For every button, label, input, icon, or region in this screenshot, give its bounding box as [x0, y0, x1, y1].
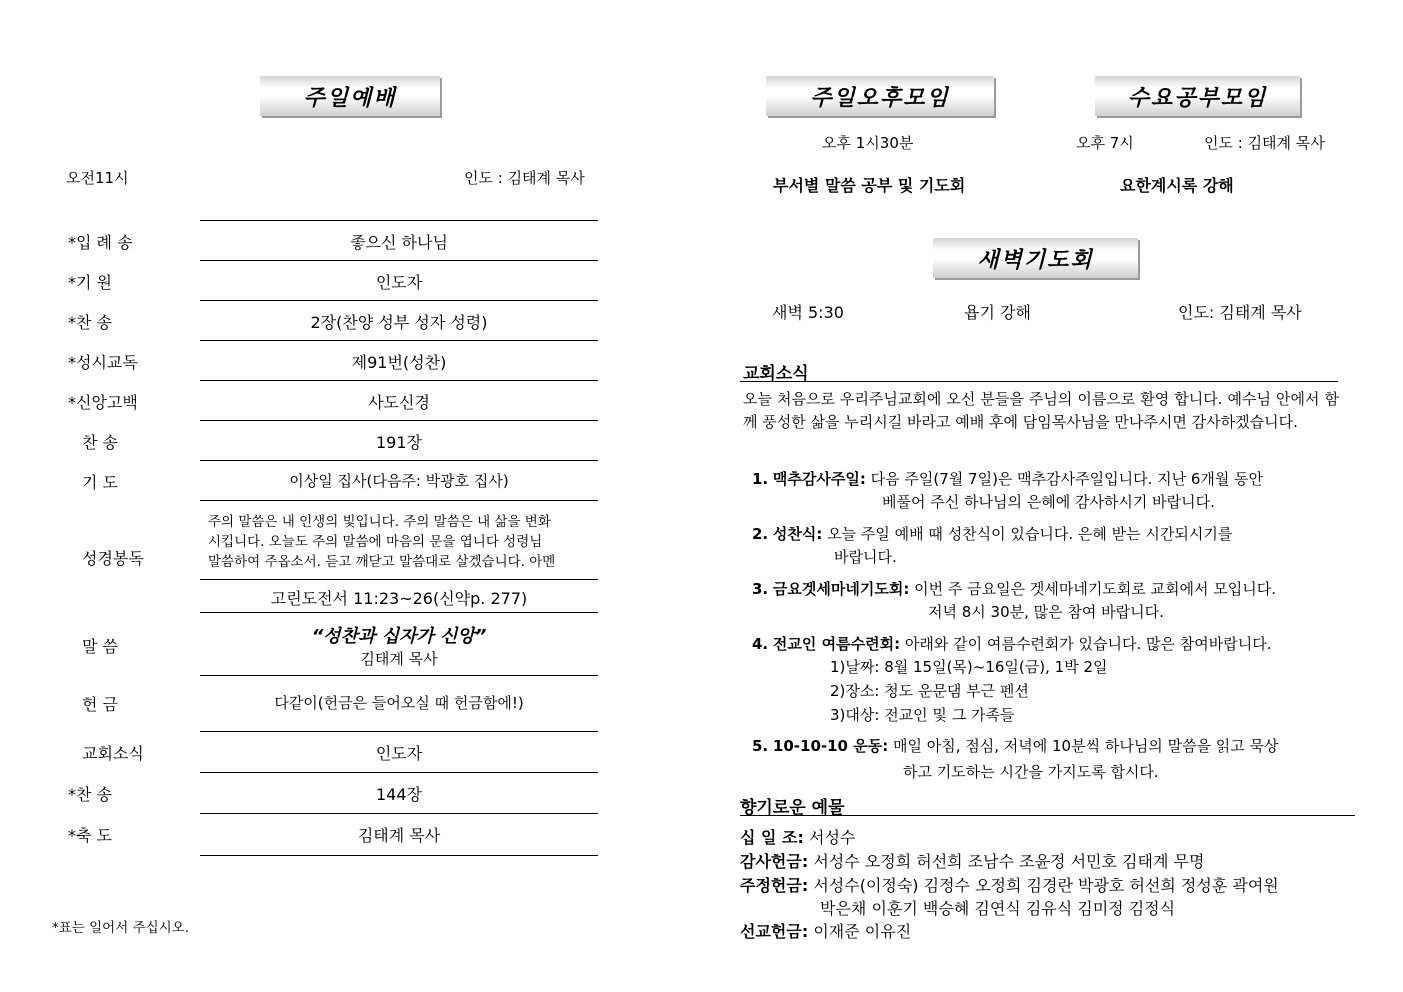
order-label: *신앙고백: [68, 393, 138, 412]
divider: [200, 612, 598, 613]
news-item-head: 금요겟세마네기도회:: [772, 580, 910, 598]
prayer-line: 시킵니다. 오늘도 주의 말씀에 마음의 문을 엽니다 성령님: [208, 534, 543, 550]
news-item: [752, 633, 1272, 654]
order-value: 김태계 목사: [357, 826, 441, 845]
order-value: 인도자: [375, 744, 423, 763]
news-item-text: 매일 아침, 점심, 저녁에 10분씩 하나님의 말씀을 읽고 묵상: [892, 737, 1279, 755]
divider: [200, 420, 598, 421]
news-item-num: 3.: [752, 580, 769, 598]
worship-time: 오전11시: [66, 169, 129, 187]
afternoon-banner: 주일오후모임: [766, 76, 994, 116]
news-item-text: 하고 기도하는 시간을 가지도록 합시다.: [903, 763, 1159, 781]
offering-row: [740, 825, 855, 848]
order-label: *축 도: [68, 826, 112, 845]
order-label: *입 례 송: [68, 233, 133, 252]
divider: [200, 300, 598, 301]
order-label: *찬 송: [68, 785, 112, 804]
offering-names: 이재준 이유진: [813, 922, 912, 941]
news-item-sub: 1)날짜: 8월 15일(목)~16일(금), 1박 2일: [830, 658, 1108, 676]
dawn-time: 새벽 5:30: [772, 303, 844, 322]
news-item-text: 바랍니다.: [834, 548, 897, 566]
order-label: *기 원: [68, 273, 112, 292]
news-item-num: 1.: [752, 470, 769, 488]
worship-leader: 인도 : 김태계 목사: [464, 169, 585, 187]
order-label: 기 도: [82, 473, 118, 492]
news-item-num: 5.: [752, 737, 769, 755]
prayer-line: 주의 말씀은 내 인생의 빛입니다. 주의 말씀은 내 삶을 변화: [208, 514, 551, 530]
offering-label: 감사헌금:: [740, 852, 809, 871]
scripture-label: 성경봉독: [82, 549, 144, 568]
news-item-sub: 2)장소: 청도 운문댐 부근 펜션: [830, 682, 1029, 700]
order-label: *성시교독: [68, 353, 138, 372]
order-value: 2장(찬양 성부 성자 성령): [310, 313, 488, 332]
scripture-reference: 고린도전서 11:23~26(신약p. 277): [270, 589, 528, 608]
order-value: 인도자: [375, 273, 423, 292]
offering-label: 십 일 조:: [740, 828, 804, 847]
sermon-preacher: 김태계 목사: [360, 650, 438, 668]
news-item-text: 아래와 같이 여름수련회가 있습니다. 많은 참여바랍니다.: [904, 635, 1272, 653]
footnote: *표는 일어서 주십시오.: [52, 920, 189, 936]
offering-names: 박은채 이훈기 백승혜 김연식 김유식 김미정 김정식: [820, 899, 1176, 918]
offering-names: 서성수: [809, 828, 856, 847]
offering-row: [740, 849, 1204, 872]
divider: [200, 772, 598, 773]
news-intro: 오늘 처음으로 우리주님교회에 오신 분들을 주님의 이름으로 환영 합니다. 예수님 안에서 함께 풍성한 삶을 누리시길 바라고 예배 후에 담임목사님을 만나주시면 감사하겠습니다.: [743, 390, 1339, 431]
divider: [200, 675, 598, 676]
worship-banner: 주일예배: [260, 76, 440, 116]
news-item: [752, 735, 1279, 756]
divider: [200, 260, 598, 261]
news-item-text: 다음 주일(7월 7일)은 맥추감사주일입니다. 지난 6개월 동안: [870, 470, 1264, 488]
dawn-banner: 새벽기도회: [933, 238, 1138, 278]
dawn-leader: 인도: 김태계 목사: [1178, 303, 1302, 322]
news-item-num: 2.: [752, 525, 769, 543]
wednesday-leader: 인도 : 김태계 목사: [1204, 134, 1325, 152]
offering-names: 서성수 오정희 허선희 조남수 조윤정 서민호 김태계 무명: [813, 852, 1205, 871]
divider: [740, 381, 1338, 382]
order-value: 이상일 집사(다음주: 박광호 집사): [289, 472, 509, 490]
divider: [200, 855, 598, 856]
news-item: [752, 578, 1276, 599]
offering-row: [740, 873, 1279, 896]
divider: [200, 500, 598, 501]
news-item: [752, 523, 1232, 544]
news-item-head: 10-10-10 운동:: [772, 737, 889, 755]
divider: [200, 380, 598, 381]
divider: [200, 813, 598, 814]
offering-label: 선교헌금:: [740, 922, 809, 941]
offering-row: [740, 919, 911, 942]
news-item-text: 오늘 주일 예배 때 성찬식이 있습니다. 은혜 받는 시간되시기를: [827, 525, 1233, 543]
offering-label: 주정헌금:: [740, 876, 809, 895]
divider: [200, 579, 598, 580]
order-label: 찬 송: [82, 433, 118, 452]
news-item-num: 4.: [752, 635, 769, 653]
news-item: [752, 468, 1263, 489]
news-item-text: 저녁 8시 30분, 많은 참여 바랍니다.: [928, 603, 1164, 621]
divider: [740, 815, 1355, 816]
order-value: 191장: [376, 433, 422, 452]
order-label: *찬 송: [68, 313, 112, 332]
offering-title: 향기로운 예물: [740, 798, 845, 818]
news-item-head: 맥추감사주일:: [772, 470, 866, 488]
news-title: 교회소식: [743, 364, 809, 384]
news-item-text: 이번 주 금요일은 겟세마네기도회로 교회에서 모입니다.: [914, 580, 1277, 598]
order-value: 사도신경: [368, 393, 430, 412]
divider: [200, 731, 598, 732]
divider: [200, 220, 598, 221]
afternoon-time: 오후 1시30분: [822, 134, 914, 152]
order-value: 다같이(헌금은 들어오실 때 헌금함에!): [274, 694, 524, 712]
order-label: 교회소식: [82, 744, 144, 763]
order-label: 헌 금: [82, 695, 118, 714]
wednesday-desc: 요한계시록 강해: [1120, 176, 1234, 195]
prayer-line: 말씀하여 주옵소서. 듣고 깨닫고 말씀대로 살겠습니다. 아멘: [208, 554, 556, 570]
news-item-text: 베풀어 주신 하나님의 은혜에 감사하시기 바랍니다.: [882, 493, 1215, 511]
order-value: 144장: [376, 785, 422, 804]
divider: [200, 460, 598, 461]
order-value: 좋으신 하나님: [350, 233, 448, 252]
news-item-head: 성찬식:: [772, 525, 823, 543]
wednesday-banner: 수요공부모임: [1095, 76, 1300, 116]
wednesday-time: 오후 7시: [1076, 134, 1134, 152]
dawn-topic: 욥기 강해: [964, 303, 1031, 322]
offering-names: 서성수(이정숙) 김정수 오정희 김경란 박광호 허선희 정성훈 곽여원: [813, 876, 1279, 895]
news-item-head: 전교인 여름수련회:: [772, 635, 901, 653]
afternoon-desc: 부서별 말씀 공부 및 기도회: [773, 176, 966, 195]
news-item-sub: 3)대상: 전교인 및 그 가족들: [830, 706, 1015, 724]
sermon-label: 말 씀: [82, 637, 118, 656]
sermon-title: “성찬과 십자가 신앙”: [311, 626, 487, 647]
order-value: 제91번(성찬): [351, 353, 447, 372]
divider: [200, 340, 598, 341]
